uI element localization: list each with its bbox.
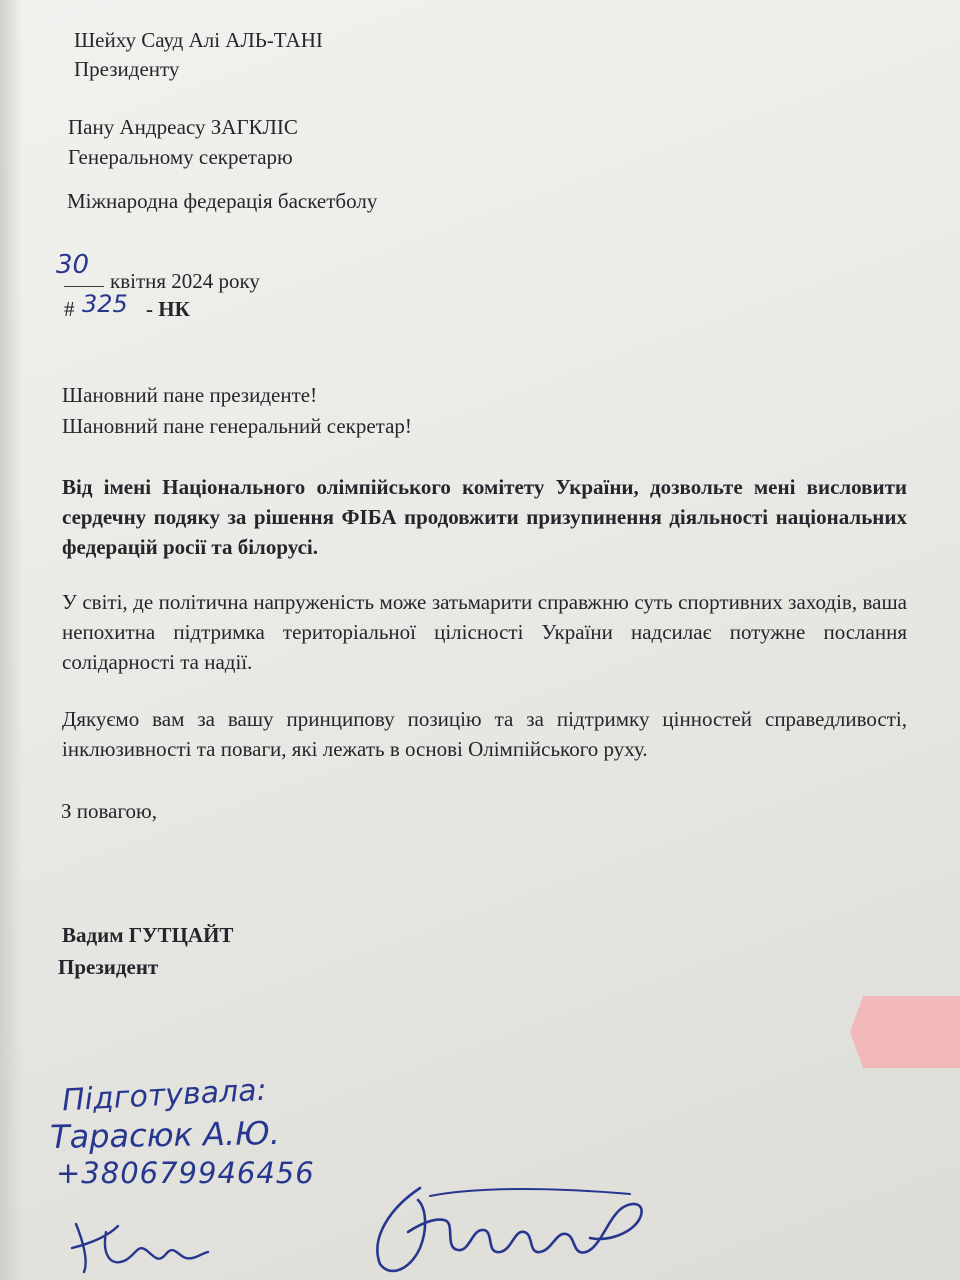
salutation-secretary: Шановний пане генеральний секретар!	[62, 414, 412, 438]
signatory-name: Вадим ГУТЦАЙТ	[62, 923, 234, 947]
recipient-1-name: Шейху Сауд Алі АЛЬ-ТАНІ	[74, 28, 323, 52]
body-paragraph-1	[62, 472, 907, 562]
recipient-2-name: Пану Андреасу ЗАГКЛІС	[68, 115, 298, 139]
date-text: квітня 2024 року	[110, 269, 260, 293]
body-paragraph-3: Дякуємо вам за вашу принципову позицію та за підтримку цінностей справедливості, інклюзивності та поваги, які лежать в основі Олімпійського руху.	[62, 707, 907, 761]
salutation-president: Шановний пане президенте!	[62, 383, 318, 407]
handwritten-phone: +380679946456	[56, 1156, 315, 1190]
organization: Міжнародна федерація баскетболу	[67, 189, 378, 213]
handwritten-number: 325	[82, 290, 128, 318]
paragraph-1-rest: , дозвольте мені висловити сердечну подяку за рішення ФІБА продовжити призупинення діяльності національних федерацій росії та білорусі.	[62, 475, 908, 559]
handwritten-preparer-name: Тарасюк А.Ю.	[49, 1113, 281, 1157]
page-fold-shadow	[0, 0, 22, 1280]
pink-sticky-tab	[850, 996, 960, 1068]
closing: З повагою,	[61, 799, 157, 823]
handwritten-prepared-label: Підготувала:	[61, 1072, 268, 1119]
body-paragraph-2: У світі, де політична напруженість може затьмарити справжню суть спортивних заходів, ваша непохитна підтримка територіальної цілісності України надсилає потужне послання солідарності та надії.	[62, 590, 907, 674]
recipient-1-title: Президенту	[74, 57, 180, 81]
recipient-2-title: Генеральному секретарю	[68, 145, 293, 169]
handwritten-day: 30	[56, 250, 90, 280]
paragraph-1-lead: Від імені Національного олімпійського комітету України	[62, 475, 634, 499]
number-suffix: - НК	[146, 297, 190, 321]
initials-signature	[66, 1214, 216, 1274]
date-blank-line	[64, 286, 104, 287]
signatory-title: Президент	[58, 955, 159, 979]
president-signature	[360, 1178, 660, 1280]
number-prefix: #	[64, 297, 75, 321]
